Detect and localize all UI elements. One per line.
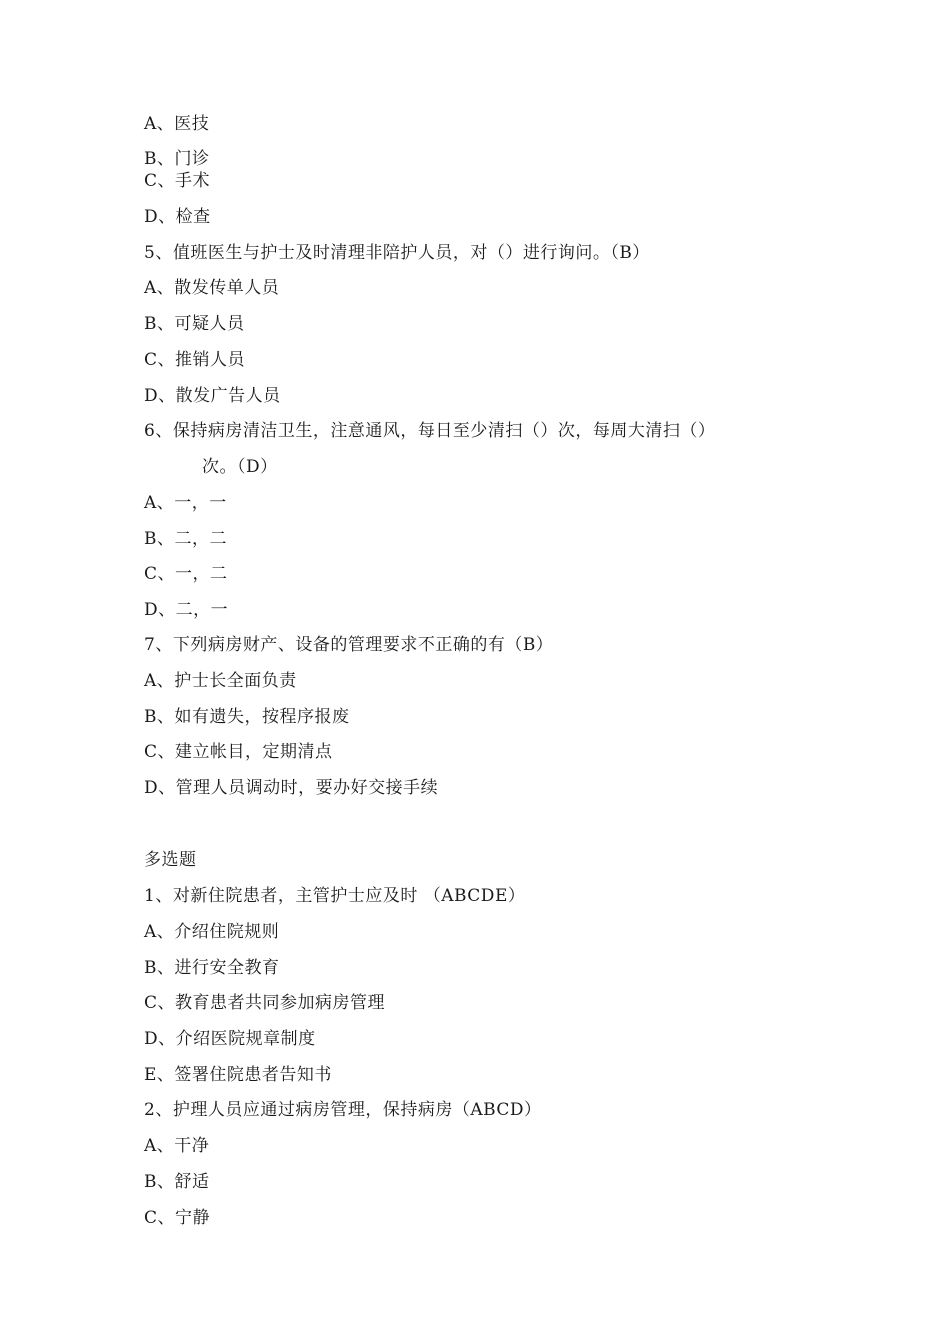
option-b-outpatient: B、门诊 [144, 149, 210, 169]
q5-option-c: C、推销人员 [144, 350, 246, 370]
mc1-option-e: E、签署住院患者告知书 [144, 1065, 332, 1085]
mc2-option-a: A、干净 [144, 1136, 210, 1156]
q6-option-b: B、二，二 [144, 529, 227, 549]
section-heading-multiple-choice: 多选题 [144, 850, 197, 870]
mc-question-1: 1、对新住院患者，主管护士应及时 （ABCDE） [144, 886, 526, 906]
q5-option-a: A、散发传单人员 [144, 278, 280, 298]
question-7: 7、下列病房财产、设备的管理要求不正确的有（B） [144, 635, 554, 655]
question-5: 5、值班医生与护士及时清理非陪护人员，对（）进行询问。（B） [144, 243, 650, 263]
option-a-medical-tech: A、医技 [144, 114, 210, 134]
mc1-option-b: B、进行安全教育 [144, 958, 280, 978]
q5-option-d: D、散发广告人员 [144, 386, 281, 406]
question-6: 6、保持病房清洁卫生，注意通风，每日至少清扫（）次，每周大清扫（） [144, 421, 716, 441]
q5-option-b: B、可疑人员 [144, 314, 245, 334]
mc2-option-b: B、舒适 [144, 1172, 210, 1192]
q7-option-a: A、护士长全面负责 [144, 671, 297, 691]
q7-option-c: C、建立帐目，定期清点 [144, 742, 333, 762]
q7-option-b: B、如有遗失，按程序报废 [144, 707, 350, 727]
q6-option-d: D、二，一 [144, 600, 229, 620]
q7-option-d: D、管理人员调动时，要办好交接手续 [144, 778, 439, 798]
question-6-continued: 次。（D） [202, 457, 278, 477]
mc1-option-d: D、介绍医院规章制度 [144, 1029, 316, 1049]
q6-option-a: A、一，一 [144, 493, 227, 513]
mc-question-2: 2、护理人员应通过病房管理，保持病房（ABCD） [144, 1100, 542, 1120]
option-d-examination: D、检查 [144, 207, 211, 227]
mc1-option-c: C、教育患者共同参加病房管理 [144, 993, 386, 1013]
mc2-option-c: C、宁静 [144, 1208, 211, 1228]
option-c-surgery: C、手术 [144, 171, 211, 191]
mc1-option-a: A、介绍住院规则 [144, 922, 280, 942]
q6-option-c: C、一，二 [144, 564, 228, 584]
